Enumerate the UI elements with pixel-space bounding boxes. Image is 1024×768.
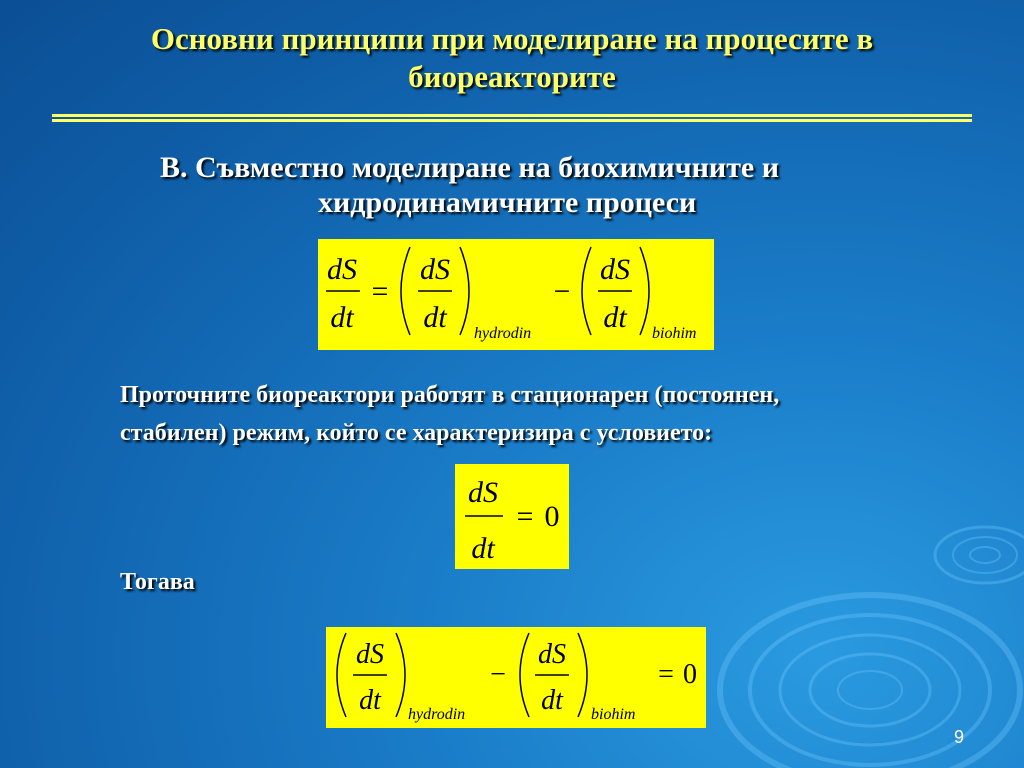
- section-heading: [160, 150, 779, 220]
- eq3-subscript-biohim: biohim: [591, 706, 636, 723]
- title-divider-2: [52, 119, 972, 122]
- eq3-hydro-denominator: dt: [359, 685, 381, 716]
- section-heading-line-2: хидродинамичните процеси: [318, 186, 697, 219]
- equation-steady-state: [455, 464, 569, 569]
- eq2-zero: 0: [544, 500, 560, 533]
- eq1-bio-denominator: dt: [603, 301, 627, 334]
- stationary-paragraph: [120, 376, 779, 452]
- slide-title: [60, 20, 964, 96]
- eq3-left-paren-2: [520, 633, 529, 717]
- eq1-bio-numerator: dS: [600, 253, 630, 286]
- paragraph-line-2: стабилен) режим, който се характеризира с условието:: [120, 420, 713, 446]
- eq1-minus: −: [553, 275, 571, 308]
- eq1-left-paren: [401, 247, 410, 335]
- title-line-1: Основни принципи при моделиране на процесите в: [150, 21, 874, 56]
- eq1-subscript-hydrodin: hydrodin: [474, 325, 532, 342]
- eq1-hydro-numerator: dS: [420, 253, 450, 286]
- eq2-denominator: dt: [471, 532, 495, 565]
- eq1-left-paren-2: [582, 247, 591, 335]
- title-line-2: биореакторите: [408, 59, 616, 94]
- paragraph-line-1: Проточните биореактори работят в стационарен (постоянен,: [120, 382, 780, 408]
- title-divider: [52, 114, 972, 117]
- eq3-right-paren-2: [578, 633, 587, 717]
- then-label: Тогава: [120, 569, 195, 595]
- eq1-subscript-biohim: biohim: [652, 325, 697, 342]
- eq3-zero: 0: [683, 659, 697, 690]
- eq3-equals: =: [658, 659, 674, 690]
- eq2-equals: =: [516, 500, 534, 533]
- eq1-equals: =: [371, 275, 389, 308]
- eq3-bio-numerator: dS: [538, 639, 566, 670]
- eq3-bio-denominator: dt: [541, 685, 563, 716]
- eq1-hydro-denominator: dt: [423, 301, 447, 334]
- eq3-right-paren: [396, 633, 405, 717]
- equation-combined: [326, 627, 706, 728]
- eq3-subscript-hydrodin: hydrodin: [408, 706, 466, 723]
- eq1-lhs-numerator: dS: [327, 253, 357, 286]
- eq3-left-paren: [337, 633, 346, 717]
- equation-balance: [318, 239, 714, 350]
- eq1-right-paren-2: [640, 247, 649, 335]
- eq3-hydro-numerator: dS: [356, 639, 384, 670]
- slide-number: 9: [953, 727, 964, 747]
- eq1-right-paren: [460, 247, 469, 335]
- eq1-lhs-denominator: dt: [330, 301, 354, 334]
- eq3-minus: −: [490, 659, 506, 690]
- eq2-numerator: dS: [468, 476, 498, 509]
- section-heading-line-1: B. Съвместно моделиране на биохимичните и: [160, 151, 780, 184]
